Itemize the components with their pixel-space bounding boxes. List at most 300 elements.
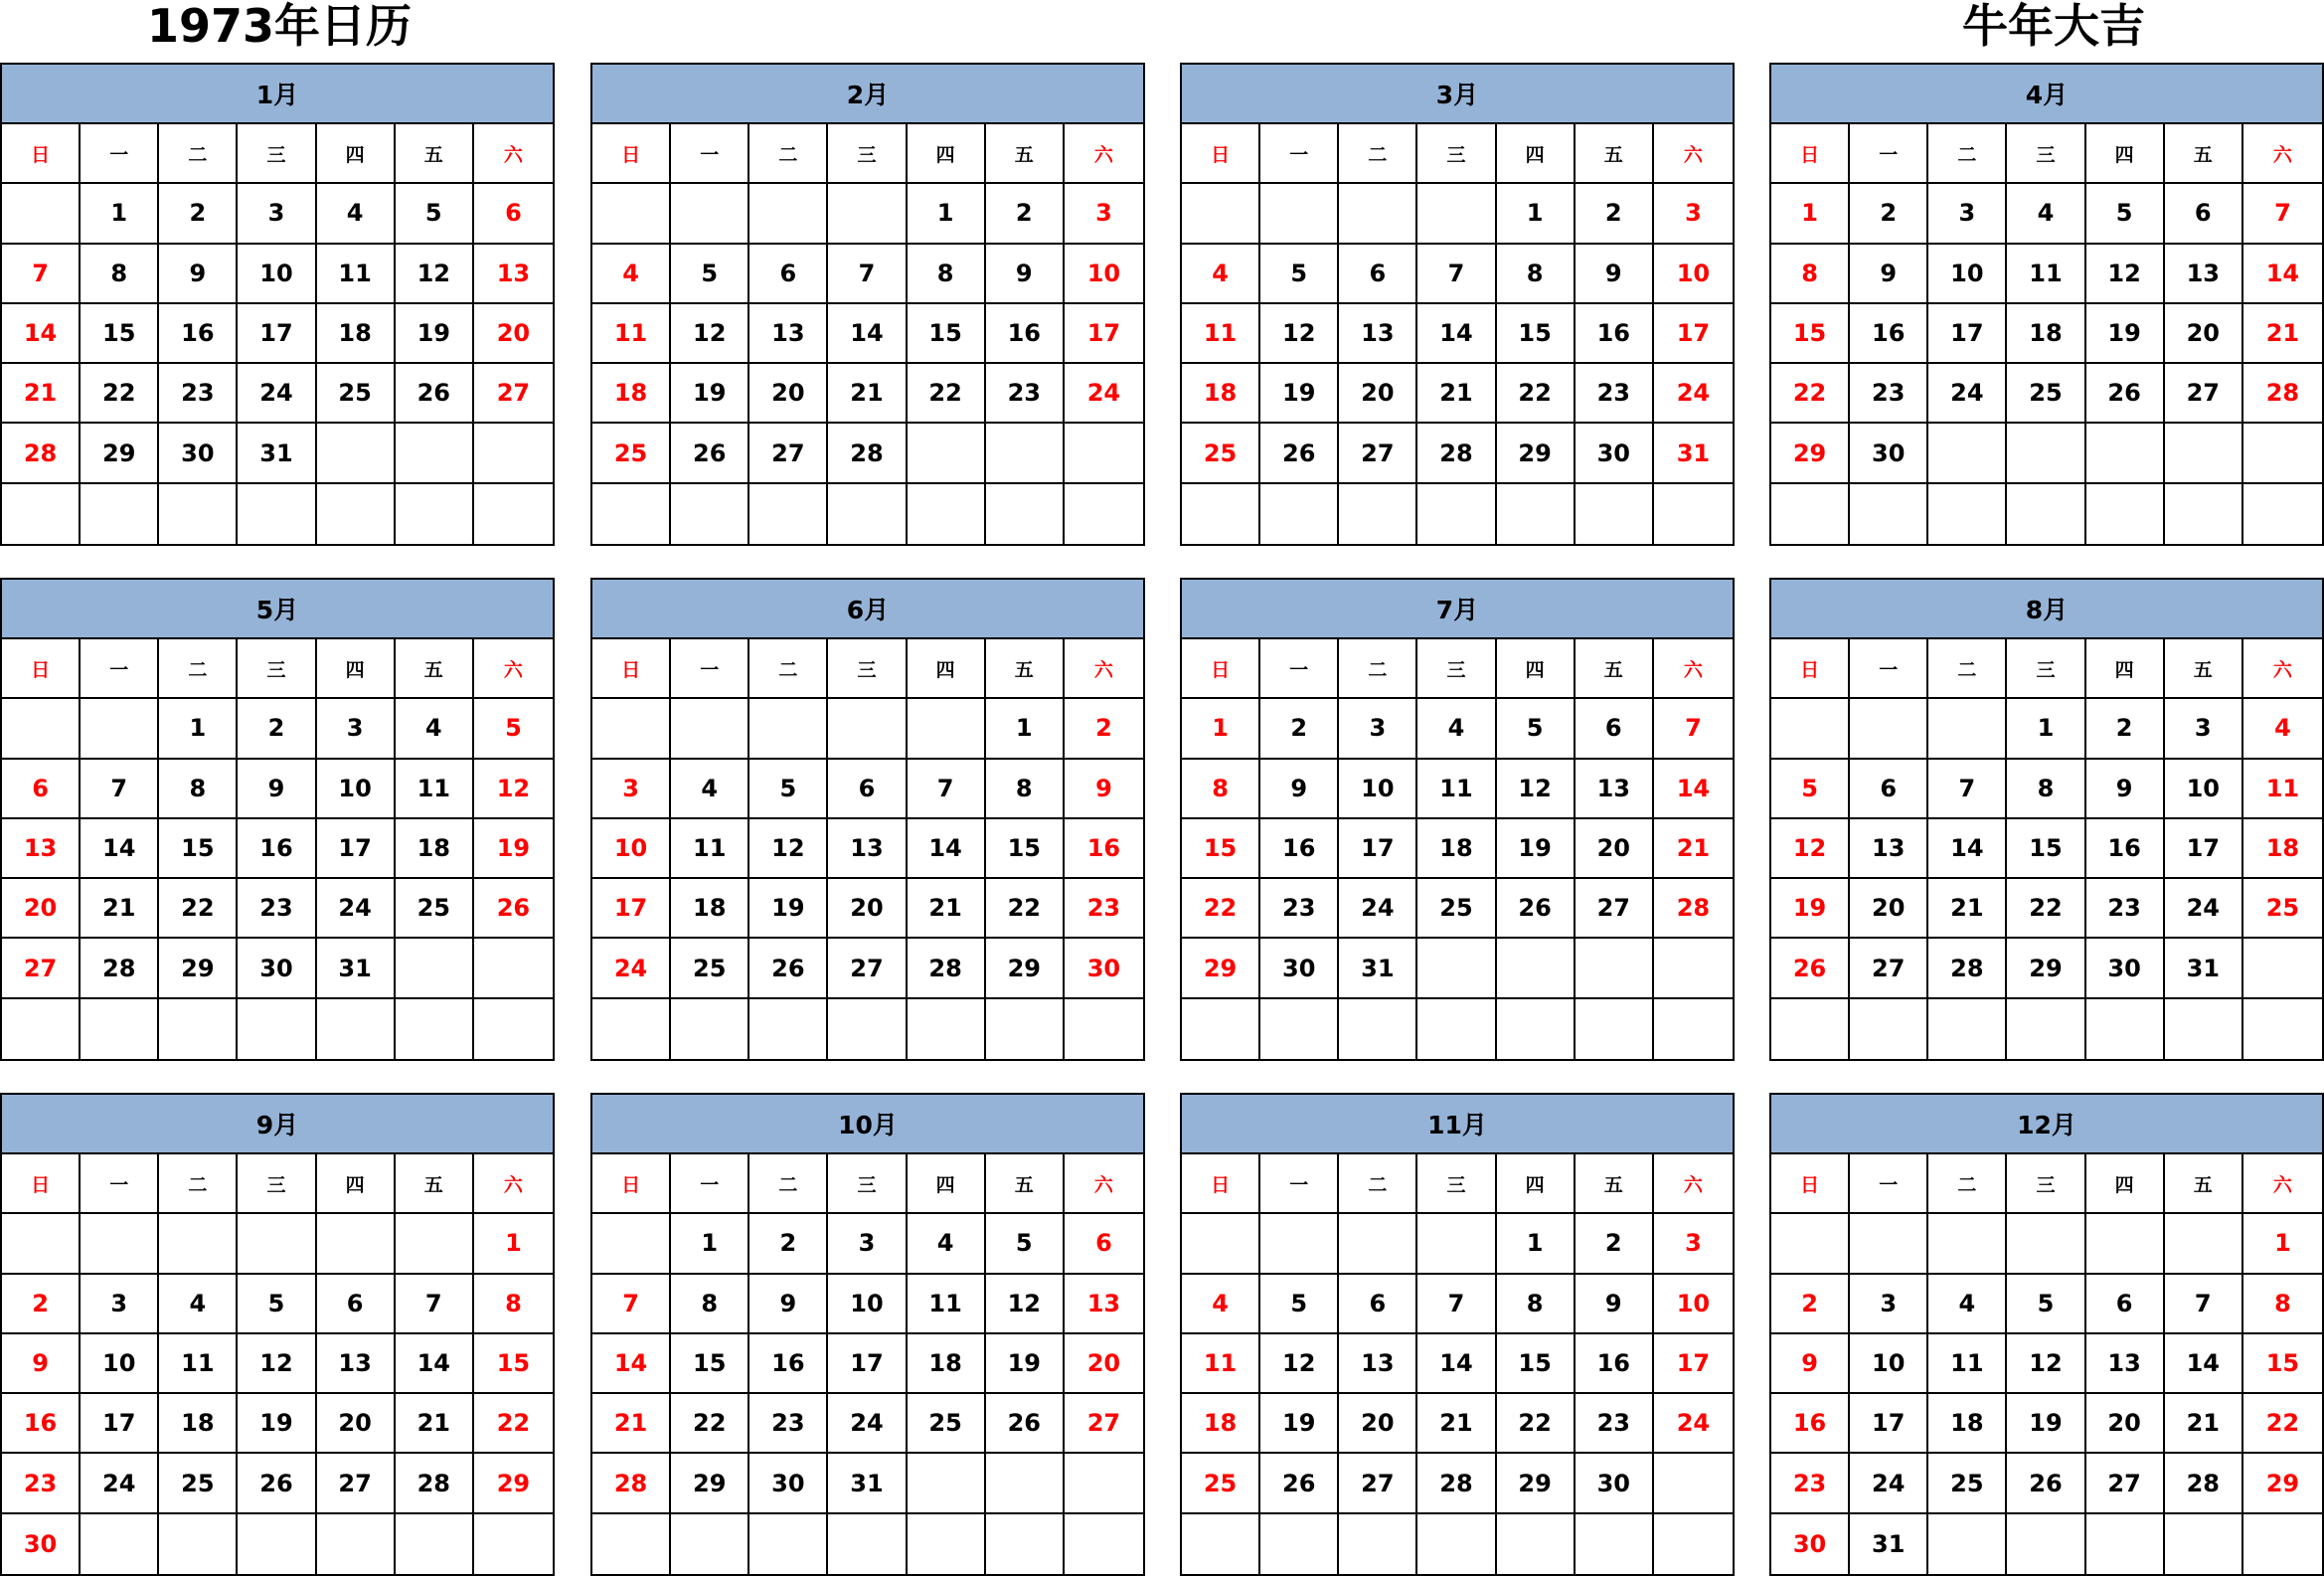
month-calendar bbox=[1180, 1093, 1735, 1576]
day-cell: 9 bbox=[2086, 760, 2165, 819]
day-cell: 29 bbox=[159, 939, 238, 998]
day-cell: 15 bbox=[1497, 304, 1576, 364]
day-cell: 8 bbox=[2007, 760, 2085, 819]
empty-day-cell bbox=[1417, 1214, 1496, 1274]
day-cell: 14 bbox=[396, 1334, 474, 1394]
day-cell: 11 bbox=[317, 245, 396, 304]
day-cell: 11 bbox=[908, 1275, 986, 1334]
day-cell: 5 bbox=[749, 760, 828, 819]
month-calendar bbox=[1769, 1093, 2324, 1576]
day-cell: 5 bbox=[238, 1275, 316, 1334]
month-day-grid bbox=[1182, 639, 1733, 1059]
day-cell: 27 bbox=[1339, 1454, 1417, 1513]
day-cell: 10 bbox=[1654, 1275, 1733, 1334]
day-cell: 13 bbox=[2086, 1334, 2165, 1394]
weekday-label: 一 bbox=[81, 1154, 159, 1214]
day-cell: 6 bbox=[1850, 760, 1928, 819]
empty-day-cell bbox=[2007, 1514, 2085, 1574]
empty-day-cell bbox=[1654, 1454, 1733, 1513]
day-cell: 30 bbox=[1576, 1454, 1654, 1513]
day-cell: 8 bbox=[1497, 245, 1576, 304]
day-cell: 13 bbox=[1065, 1275, 1143, 1334]
day-cell: 13 bbox=[2165, 245, 2243, 304]
empty-day-cell bbox=[2, 699, 81, 759]
weekday-label: 二 bbox=[1928, 639, 2007, 699]
day-cell: 31 bbox=[1339, 939, 1417, 998]
day-cell: 20 bbox=[1850, 879, 1928, 939]
empty-day-cell bbox=[2086, 424, 2165, 483]
day-cell: 5 bbox=[2007, 1275, 2085, 1334]
empty-day-cell bbox=[238, 1214, 316, 1274]
empty-day-cell bbox=[908, 699, 986, 759]
month-title: 7月 bbox=[1182, 580, 1733, 639]
day-cell: 20 bbox=[2165, 304, 2243, 364]
weekday-label: 三 bbox=[2007, 639, 2085, 699]
day-cell: 22 bbox=[81, 364, 159, 424]
weekday-label: 日 bbox=[1771, 639, 1850, 699]
weekday-label: 二 bbox=[1339, 124, 1417, 184]
weekday-label: 日 bbox=[2, 639, 81, 699]
day-cell: 9 bbox=[159, 245, 238, 304]
empty-day-cell bbox=[2165, 484, 2243, 544]
day-cell: 22 bbox=[1771, 364, 1850, 424]
day-cell: 17 bbox=[828, 1334, 907, 1394]
day-cell: 6 bbox=[2165, 184, 2243, 244]
weekday-label: 五 bbox=[986, 639, 1065, 699]
day-cell: 15 bbox=[2007, 819, 2085, 879]
weekday-label: 一 bbox=[671, 124, 749, 184]
day-cell: 1 bbox=[159, 699, 238, 759]
day-cell: 12 bbox=[749, 819, 828, 879]
month-day-grid bbox=[2, 124, 553, 544]
day-cell: 9 bbox=[1850, 245, 1928, 304]
empty-day-cell bbox=[671, 1514, 749, 1574]
day-cell: 19 bbox=[1260, 364, 1339, 424]
empty-day-cell bbox=[1260, 1214, 1339, 1274]
month-day-grid bbox=[1182, 124, 1733, 544]
day-cell: 26 bbox=[671, 424, 749, 483]
day-cell: 25 bbox=[592, 424, 671, 483]
weekday-label: 六 bbox=[1654, 1154, 1733, 1214]
month-title: 10月 bbox=[592, 1095, 1143, 1154]
empty-day-cell bbox=[986, 1514, 1065, 1574]
day-cell: 7 bbox=[1417, 245, 1496, 304]
day-cell: 18 bbox=[159, 1394, 238, 1454]
empty-day-cell bbox=[2165, 1214, 2243, 1274]
weekday-label: 二 bbox=[749, 1154, 828, 1214]
day-cell: 19 bbox=[986, 1334, 1065, 1394]
empty-day-cell bbox=[986, 1454, 1065, 1513]
empty-day-cell bbox=[317, 1214, 396, 1274]
empty-day-cell bbox=[1260, 1514, 1339, 1574]
weekday-label: 一 bbox=[1260, 1154, 1339, 1214]
day-cell: 3 bbox=[1654, 184, 1733, 244]
weekday-label: 三 bbox=[238, 639, 316, 699]
weekday-label: 一 bbox=[1260, 639, 1339, 699]
empty-day-cell bbox=[1339, 999, 1417, 1059]
day-cell: 24 bbox=[1850, 1454, 1928, 1513]
day-cell: 27 bbox=[1065, 1394, 1143, 1454]
weekday-label: 三 bbox=[238, 124, 316, 184]
weekday-label: 五 bbox=[986, 1154, 1065, 1214]
weekday-label: 五 bbox=[1576, 124, 1654, 184]
day-cell: 8 bbox=[1771, 245, 1850, 304]
day-cell: 25 bbox=[159, 1454, 238, 1513]
day-cell: 22 bbox=[2243, 1394, 2322, 1454]
weekday-label: 五 bbox=[2165, 639, 2243, 699]
weekday-label: 六 bbox=[474, 124, 553, 184]
day-cell: 3 bbox=[1850, 1275, 1928, 1334]
day-cell: 12 bbox=[2086, 245, 2165, 304]
day-cell: 28 bbox=[2165, 1454, 2243, 1513]
month-calendar bbox=[0, 578, 555, 1061]
day-cell: 20 bbox=[828, 879, 907, 939]
month-day-grid bbox=[592, 124, 1143, 544]
day-cell: 11 bbox=[1182, 1334, 1260, 1394]
day-cell: 12 bbox=[238, 1334, 316, 1394]
day-cell: 12 bbox=[1260, 1334, 1339, 1394]
day-cell: 10 bbox=[1928, 245, 2007, 304]
day-cell: 28 bbox=[1417, 1454, 1496, 1513]
day-cell: 19 bbox=[2086, 304, 2165, 364]
day-cell: 27 bbox=[1850, 939, 1928, 998]
day-cell: 6 bbox=[828, 760, 907, 819]
day-cell: 20 bbox=[1065, 1334, 1143, 1394]
month-calendar bbox=[590, 578, 1145, 1061]
weekday-label: 四 bbox=[1497, 1154, 1576, 1214]
day-cell: 3 bbox=[238, 184, 316, 244]
empty-day-cell bbox=[474, 999, 553, 1059]
weekday-label: 二 bbox=[1339, 639, 1417, 699]
weekday-label: 二 bbox=[159, 1154, 238, 1214]
day-cell: 22 bbox=[908, 364, 986, 424]
day-cell: 16 bbox=[159, 304, 238, 364]
day-cell: 2 bbox=[1850, 184, 1928, 244]
day-cell: 9 bbox=[1771, 1334, 1850, 1394]
day-cell: 25 bbox=[1182, 1454, 1260, 1513]
day-cell: 16 bbox=[749, 1334, 828, 1394]
weekday-label: 一 bbox=[1850, 1154, 1928, 1214]
day-cell: 31 bbox=[317, 939, 396, 998]
day-cell: 16 bbox=[1850, 304, 1928, 364]
empty-day-cell bbox=[1065, 484, 1143, 544]
day-cell: 22 bbox=[671, 1394, 749, 1454]
weekday-label: 日 bbox=[2, 124, 81, 184]
day-cell: 1 bbox=[2243, 1214, 2322, 1274]
day-cell: 30 bbox=[1065, 939, 1143, 998]
day-cell: 16 bbox=[1576, 1334, 1654, 1394]
empty-day-cell bbox=[2086, 484, 2165, 544]
day-cell: 24 bbox=[1928, 364, 2007, 424]
day-cell: 14 bbox=[592, 1334, 671, 1394]
day-cell: 20 bbox=[2086, 1394, 2165, 1454]
day-cell: 3 bbox=[317, 699, 396, 759]
day-cell: 7 bbox=[1417, 1275, 1496, 1334]
day-cell: 29 bbox=[1497, 424, 1576, 483]
empty-day-cell bbox=[317, 999, 396, 1059]
day-cell: 11 bbox=[159, 1334, 238, 1394]
empty-day-cell bbox=[1065, 424, 1143, 483]
day-cell: 15 bbox=[159, 819, 238, 879]
empty-day-cell bbox=[1771, 699, 1850, 759]
empty-day-cell bbox=[1182, 999, 1260, 1059]
empty-day-cell bbox=[671, 184, 749, 244]
empty-day-cell bbox=[592, 999, 671, 1059]
day-cell: 24 bbox=[592, 939, 671, 998]
empty-day-cell bbox=[828, 184, 907, 244]
day-cell: 29 bbox=[671, 1454, 749, 1513]
weekday-label: 四 bbox=[908, 124, 986, 184]
day-cell: 11 bbox=[2243, 760, 2322, 819]
day-cell: 11 bbox=[1182, 304, 1260, 364]
day-cell: 3 bbox=[2165, 699, 2243, 759]
day-cell: 26 bbox=[1497, 879, 1576, 939]
day-cell: 8 bbox=[1497, 1275, 1576, 1334]
day-cell: 30 bbox=[1771, 1514, 1850, 1574]
day-cell: 6 bbox=[317, 1275, 396, 1334]
empty-day-cell bbox=[81, 999, 159, 1059]
empty-day-cell bbox=[2, 999, 81, 1059]
day-cell: 17 bbox=[1928, 304, 2007, 364]
day-cell: 1 bbox=[1497, 1214, 1576, 1274]
day-cell: 29 bbox=[2243, 1454, 2322, 1513]
day-cell: 19 bbox=[749, 879, 828, 939]
weekday-label: 日 bbox=[1771, 1154, 1850, 1214]
day-cell: 19 bbox=[2007, 1394, 2085, 1454]
empty-day-cell bbox=[1182, 1214, 1260, 1274]
month-calendar bbox=[1769, 578, 2324, 1061]
day-cell: 19 bbox=[1497, 819, 1576, 879]
empty-day-cell bbox=[908, 424, 986, 483]
month-title: 4月 bbox=[1771, 65, 2322, 124]
day-cell: 1 bbox=[908, 184, 986, 244]
empty-day-cell bbox=[396, 484, 474, 544]
day-cell: 10 bbox=[1654, 245, 1733, 304]
day-cell: 16 bbox=[1065, 819, 1143, 879]
day-cell: 17 bbox=[2165, 819, 2243, 879]
empty-day-cell bbox=[1339, 1514, 1417, 1574]
empty-day-cell bbox=[474, 424, 553, 483]
day-cell: 12 bbox=[1771, 819, 1850, 879]
empty-day-cell bbox=[592, 484, 671, 544]
weekday-label: 二 bbox=[749, 639, 828, 699]
month-title: 1月 bbox=[2, 65, 553, 124]
day-cell: 4 bbox=[1182, 1275, 1260, 1334]
day-cell: 30 bbox=[1576, 424, 1654, 483]
day-cell: 18 bbox=[1182, 1394, 1260, 1454]
day-cell: 7 bbox=[1654, 699, 1733, 759]
day-cell: 22 bbox=[159, 879, 238, 939]
day-cell: 18 bbox=[2007, 304, 2085, 364]
day-cell: 29 bbox=[474, 1454, 553, 1513]
day-cell: 17 bbox=[1850, 1394, 1928, 1454]
day-cell: 20 bbox=[749, 364, 828, 424]
weekday-label: 日 bbox=[592, 1154, 671, 1214]
day-cell: 8 bbox=[81, 245, 159, 304]
weekday-label: 二 bbox=[159, 124, 238, 184]
empty-day-cell bbox=[671, 999, 749, 1059]
empty-day-cell bbox=[1260, 184, 1339, 244]
day-cell: 1 bbox=[986, 699, 1065, 759]
empty-day-cell bbox=[1850, 1214, 1928, 1274]
day-cell: 23 bbox=[749, 1394, 828, 1454]
day-cell: 23 bbox=[1576, 1394, 1654, 1454]
day-cell: 18 bbox=[1928, 1394, 2007, 1454]
day-cell: 25 bbox=[2243, 879, 2322, 939]
day-cell: 20 bbox=[1339, 1394, 1417, 1454]
month-day-grid bbox=[1182, 1154, 1733, 1574]
day-cell: 4 bbox=[159, 1275, 238, 1334]
weekday-label: 二 bbox=[159, 639, 238, 699]
day-cell: 1 bbox=[81, 184, 159, 244]
day-cell: 21 bbox=[592, 1394, 671, 1454]
weekday-label: 五 bbox=[396, 639, 474, 699]
weekday-label: 六 bbox=[2243, 124, 2322, 184]
empty-day-cell bbox=[1850, 999, 1928, 1059]
weekday-label: 日 bbox=[592, 124, 671, 184]
day-cell: 13 bbox=[317, 1334, 396, 1394]
empty-day-cell bbox=[1850, 484, 1928, 544]
day-cell: 20 bbox=[1576, 819, 1654, 879]
month-title: 12月 bbox=[1771, 1095, 2322, 1154]
empty-day-cell bbox=[749, 184, 828, 244]
day-cell: 4 bbox=[671, 760, 749, 819]
day-cell: 18 bbox=[671, 879, 749, 939]
empty-day-cell bbox=[396, 999, 474, 1059]
weekday-label: 三 bbox=[828, 124, 907, 184]
empty-day-cell bbox=[81, 484, 159, 544]
day-cell: 30 bbox=[2086, 939, 2165, 998]
empty-day-cell bbox=[986, 484, 1065, 544]
month-title: 11月 bbox=[1182, 1095, 1733, 1154]
weekday-label: 日 bbox=[2, 1154, 81, 1214]
day-cell: 7 bbox=[1928, 760, 2007, 819]
weekday-label: 三 bbox=[238, 1154, 316, 1214]
day-cell: 19 bbox=[671, 364, 749, 424]
day-cell: 4 bbox=[908, 1214, 986, 1274]
empty-day-cell bbox=[2, 1214, 81, 1274]
day-cell: 17 bbox=[1065, 304, 1143, 364]
day-cell: 21 bbox=[396, 1394, 474, 1454]
weekday-label: 五 bbox=[1576, 1154, 1654, 1214]
day-cell: 31 bbox=[2165, 939, 2243, 998]
day-cell: 3 bbox=[1339, 699, 1417, 759]
day-cell: 3 bbox=[828, 1214, 907, 1274]
day-cell: 11 bbox=[592, 304, 671, 364]
empty-day-cell bbox=[908, 1454, 986, 1513]
day-cell: 25 bbox=[1417, 879, 1496, 939]
day-cell: 11 bbox=[671, 819, 749, 879]
day-cell: 27 bbox=[749, 424, 828, 483]
empty-day-cell bbox=[2, 184, 81, 244]
day-cell: 18 bbox=[1182, 364, 1260, 424]
empty-day-cell bbox=[1182, 484, 1260, 544]
empty-day-cell bbox=[81, 1214, 159, 1274]
empty-day-cell bbox=[238, 484, 316, 544]
day-cell: 31 bbox=[238, 424, 316, 483]
day-cell: 27 bbox=[2165, 364, 2243, 424]
day-cell: 5 bbox=[1497, 699, 1576, 759]
day-cell: 28 bbox=[2, 424, 81, 483]
empty-day-cell bbox=[159, 1214, 238, 1274]
day-cell: 13 bbox=[1339, 304, 1417, 364]
day-cell: 2 bbox=[2, 1275, 81, 1334]
day-cell: 31 bbox=[1850, 1514, 1928, 1574]
weekday-label: 四 bbox=[1497, 124, 1576, 184]
day-cell: 7 bbox=[2243, 184, 2322, 244]
day-cell: 7 bbox=[592, 1275, 671, 1334]
month-day-grid bbox=[1771, 124, 2322, 544]
weekday-label: 五 bbox=[986, 124, 1065, 184]
empty-day-cell bbox=[749, 484, 828, 544]
weekday-label: 二 bbox=[1928, 1154, 2007, 1214]
day-cell: 21 bbox=[1928, 879, 2007, 939]
day-cell: 26 bbox=[396, 364, 474, 424]
empty-day-cell bbox=[317, 424, 396, 483]
day-cell: 21 bbox=[1417, 364, 1496, 424]
weekday-label: 四 bbox=[1497, 639, 1576, 699]
day-cell: 17 bbox=[81, 1394, 159, 1454]
weekday-label: 日 bbox=[1182, 1154, 1260, 1214]
month-day-grid bbox=[1771, 639, 2322, 1059]
day-cell: 1 bbox=[2007, 699, 2085, 759]
empty-day-cell bbox=[2243, 1514, 2322, 1574]
day-cell: 30 bbox=[1850, 424, 1928, 483]
empty-day-cell bbox=[2243, 939, 2322, 998]
day-cell: 29 bbox=[81, 424, 159, 483]
day-cell: 6 bbox=[1339, 1275, 1417, 1334]
day-cell: 19 bbox=[1260, 1394, 1339, 1454]
empty-day-cell bbox=[2007, 424, 2085, 483]
day-cell: 28 bbox=[828, 424, 907, 483]
day-cell: 24 bbox=[1065, 364, 1143, 424]
weekday-label: 六 bbox=[1065, 1154, 1143, 1214]
day-cell: 6 bbox=[1576, 699, 1654, 759]
day-cell: 23 bbox=[1065, 879, 1143, 939]
day-cell: 27 bbox=[2086, 1454, 2165, 1513]
month-title: 8月 bbox=[1771, 580, 2322, 639]
day-cell: 21 bbox=[908, 879, 986, 939]
day-cell: 20 bbox=[317, 1394, 396, 1454]
day-cell: 8 bbox=[2243, 1275, 2322, 1334]
day-cell: 9 bbox=[1576, 245, 1654, 304]
day-cell: 15 bbox=[908, 304, 986, 364]
day-cell: 28 bbox=[1654, 879, 1733, 939]
month-title: 9月 bbox=[2, 1095, 553, 1154]
day-cell: 10 bbox=[317, 760, 396, 819]
empty-day-cell bbox=[1497, 999, 1576, 1059]
day-cell: 23 bbox=[1771, 1454, 1850, 1513]
empty-day-cell bbox=[908, 999, 986, 1059]
weekday-label: 日 bbox=[592, 639, 671, 699]
empty-day-cell bbox=[1928, 424, 2007, 483]
day-cell: 23 bbox=[1850, 364, 1928, 424]
empty-day-cell bbox=[1417, 1514, 1496, 1574]
weekday-label: 六 bbox=[2243, 639, 2322, 699]
day-cell: 14 bbox=[2, 304, 81, 364]
day-cell: 7 bbox=[396, 1275, 474, 1334]
day-cell: 27 bbox=[1339, 424, 1417, 483]
empty-day-cell bbox=[1928, 1514, 2007, 1574]
day-cell: 23 bbox=[2086, 879, 2165, 939]
empty-day-cell bbox=[592, 184, 671, 244]
day-cell: 3 bbox=[1928, 184, 2007, 244]
empty-day-cell bbox=[1576, 999, 1654, 1059]
day-cell: 28 bbox=[396, 1454, 474, 1513]
weekday-label: 五 bbox=[1576, 639, 1654, 699]
empty-day-cell bbox=[1065, 1514, 1143, 1574]
day-cell: 22 bbox=[474, 1394, 553, 1454]
